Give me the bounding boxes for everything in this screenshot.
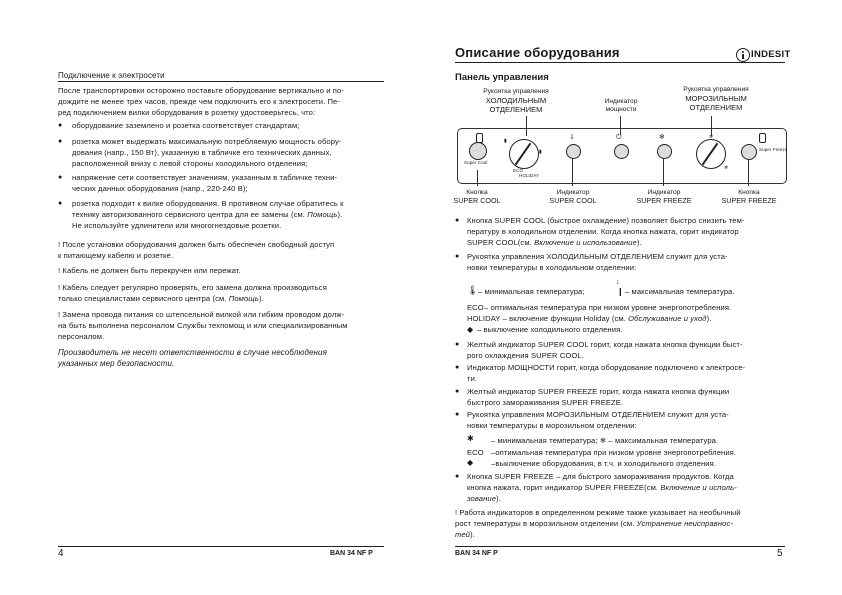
bullet-icon: ●	[455, 217, 460, 224]
note-text: ! Замена провода питания со штепсельной вилкой или гибким проводом долж-	[58, 310, 345, 319]
bullet-icon: ●	[58, 200, 63, 207]
reference-link: Устранение неисправнос-	[636, 519, 734, 528]
super-freeze-button[interactable]	[741, 144, 757, 160]
bullet-text: оборудование заземлено и розетка соответствует стандартам;	[72, 121, 300, 130]
bullet-text: Не используйте удлинители или многогнездовые розетки.	[72, 221, 282, 230]
super-freeze-indicator	[657, 144, 672, 159]
super-cool-text: Super Cool	[464, 160, 488, 165]
note-text: ! Кабель не должен быть перекручен или пережат.	[58, 266, 241, 275]
label-super-freeze-indicator: Индикатор SUPER FREEZE	[636, 189, 692, 206]
fridge-eco-label: ECO	[467, 303, 484, 312]
intro-line: ред подключением вилки оборудования в розетку удостоверьтесь, что:	[58, 108, 316, 117]
freezer-icon	[759, 133, 766, 143]
max-temp-icon: ↓	[616, 279, 620, 286]
knob-pointer	[702, 143, 719, 165]
label-super-cool-indicator: Индикатор SUPER COOL	[549, 189, 597, 206]
bullet-icon: ●	[455, 253, 460, 260]
final-note-line: тей).	[455, 530, 475, 539]
off-icon: ◆	[467, 458, 474, 467]
item-text: Рукоятка управления ХОЛОДИЛЬНЫМ ОТДЕЛЕНИЕМ служит для уста-	[467, 252, 728, 261]
bullet-text-line: техникy авторизованного сервисного центра для ее замены (см. Помощь).	[72, 210, 343, 219]
help-reference: Помощь	[307, 210, 338, 219]
super-freeze-text: Super Freeze	[759, 147, 788, 152]
super-cool-indicator	[566, 144, 581, 159]
final-note-line: рост температуры в морозильном отделении (см. Устранение неисправнос-	[455, 519, 734, 528]
fridge-eco-text: – оптимальная температура при низком уровне энергопотребления.	[484, 303, 732, 312]
reference-link: тей	[455, 530, 471, 539]
bullet-icon: ●	[455, 388, 460, 395]
bullet-text: напряжение сети соответствует значениям, указанным в табличке техни-	[72, 173, 338, 182]
thermometer-icon: ▮	[504, 138, 507, 144]
label-super-cool-button: Кнопка SUPER COOL	[453, 189, 501, 206]
model-name: BAN 34 NF P	[455, 550, 498, 557]
bullet-icon: ●	[455, 364, 460, 371]
page-number: 5	[777, 548, 783, 559]
fridge-min-text: – минимальная температура;	[478, 287, 585, 296]
max-freeze-icon: ❄	[599, 436, 607, 445]
pointer-line	[748, 159, 749, 186]
intro-line: дождите не менее трех часов, прежде чем подключить его к электросети. Пе-	[58, 97, 341, 106]
freezer-off-text: –выключение оборудования, в т.ч. и холодильного отделения.	[491, 459, 717, 468]
bullet-text: расположенной внизу с левой стороны холодильного отделения;	[72, 159, 308, 168]
disclaimer-text: указанных мер безопасности.	[58, 359, 175, 368]
label-freezer-knob: Рукоятка управления МОРОЗИЛЬНЫМ ОТДЕЛЕНИЕМ	[683, 86, 749, 113]
note-text: ! После установки оборудования должен быть обеспечен свободный доступ	[58, 240, 335, 249]
item-text-line: кнопка нажата, горит индикатор SUPER FREEZE(см. Включение и исполь-	[467, 483, 737, 492]
brand-logo: INDESIT	[751, 49, 791, 60]
holiday-text: HOLIDAY	[519, 173, 540, 178]
freezer-eco-text: –оптимальная температура при низком уровне энергопотребления.	[491, 448, 737, 457]
help-reference: Помощь	[228, 294, 259, 303]
reference-link: зование	[467, 494, 497, 503]
item-text: быстрого замораживания SUPER FREEZE.	[467, 398, 624, 407]
page-title: Описание оборудования	[455, 45, 620, 60]
thermometer-icon: ▮	[539, 149, 542, 155]
item-text: ти.	[467, 374, 478, 383]
eco-text: ECO	[513, 168, 524, 173]
item-text: Кнопка SUPER COOL (быстрое охлаждение) позволяет быстро снизить тем-	[467, 216, 745, 225]
power-indicator	[614, 144, 629, 159]
snowflake-icon: ❄	[659, 134, 665, 141]
page-number: 4	[58, 548, 64, 559]
snowflake-icon: ❄	[724, 165, 729, 171]
label-power-indicator: Индикатор мощности	[604, 98, 638, 114]
disclaimer-text: Производитель не несет ответственности в случае несоблюдения	[58, 348, 327, 357]
final-note: ! Работа индикаторов в определенном режиме также указывает на необычный	[455, 508, 741, 517]
min-freeze-icon: ✱	[467, 434, 474, 443]
off-icon: ◆	[467, 325, 474, 334]
note-text: персоналом.	[58, 332, 105, 341]
power-icon: ⏻	[616, 134, 622, 141]
item-text: Рукоятка управления МОРОЗИЛЬНЫМ ОТДЕЛЕНИЕМ служит для уста-	[467, 410, 729, 419]
freezer-min-text: – минимальная температура; ❄ – максимальная температура.	[491, 436, 719, 445]
bullet-text: розетка подходит к вилке оборудования. В противном случае обратитесь к	[72, 199, 344, 208]
bullet-icon: ●	[58, 174, 63, 181]
item-text-line: SUPER COOL(см. Включение и использование).	[467, 238, 642, 247]
note-text: на быть выполнена персоналом Службы техпомощ и или специализированным	[58, 321, 348, 330]
bullet-icon: ●	[455, 341, 460, 348]
label-fridge-knob: Рукоятка управления ХОЛОДИЛЬНЫМ ОТДЕЛЕНИЕМ	[483, 88, 549, 115]
item-text: Индикатор МОЩНОСТИ горит, когда оборудование подключено к электросе-	[467, 363, 746, 372]
note-text-line: только специалистами сервисного центра (см. Помощь).	[58, 294, 264, 303]
item-text: пературу в холодильном отделении. Когда кнопка нажата, горит индикатор	[467, 227, 739, 236]
pointer-line	[663, 158, 664, 186]
fridge-holiday-line: HOLIDAY – включение функции Holiday (см. Обслуживание и уход).	[467, 314, 712, 323]
max-temp-icon: ❙	[617, 287, 624, 296]
freezer-eco-label: ECO	[467, 448, 484, 457]
model-name: BAN 34 NF P	[330, 550, 373, 557]
reference-link: Обслуживание и уход	[628, 314, 707, 323]
freezer-knob[interactable]	[696, 139, 726, 169]
fridge-max-text: – максимальная температура.	[625, 287, 735, 296]
heading-underline	[58, 81, 384, 82]
note-text: к питающему кабелю и розетке.	[58, 251, 174, 260]
pointer-line	[572, 158, 573, 186]
title-underline	[455, 62, 785, 63]
pointer-line	[477, 170, 478, 186]
bullet-text: дования (напр., 150 Вт), указанную в табличке его технических данных,	[72, 148, 332, 157]
footer-rule	[455, 546, 785, 547]
bullet-icon: ●	[58, 138, 63, 145]
reference-link: Включение и исполь-	[660, 483, 737, 492]
min-temp-icon: 🌡	[467, 285, 479, 295]
super-cool-button[interactable]	[469, 142, 487, 160]
item-text: новки температуры в холодильном отделении:	[467, 263, 637, 272]
bullet-text: ческих данных оборудования (напр., 220-240 В);	[72, 184, 248, 193]
footer-rule	[58, 546, 384, 547]
item-text: Кнопка SUPER FREEZE – для быстрого замораживания продуктов. Когда	[467, 472, 734, 481]
brand-logo-icon	[736, 48, 750, 62]
item-text: Желтый индикатор SUPER FREEZE горит, когда нажата кнопка функции	[467, 387, 730, 396]
super-cool-indicator-icon: ⇂	[569, 134, 575, 141]
section-subtitle: Панель управления	[455, 72, 549, 83]
section-heading: Подключение к электросети	[58, 71, 165, 80]
fridge-off-text: – выключение холодильного отделения.	[477, 325, 623, 334]
label-super-freeze-button: Кнопка SUPER FREEZE	[721, 189, 777, 206]
bullet-icon: ●	[455, 473, 460, 480]
item-text-line: зование).	[467, 494, 501, 503]
item-text: рого охлаждения SUPER COOL.	[467, 351, 584, 360]
right-page	[421, 0, 842, 595]
note-text: ! Кабель следует регулярно проверять, его замена должна производиться	[58, 283, 327, 292]
reference-link: Включение и использование	[534, 238, 637, 247]
fridge-knob[interactable]	[509, 139, 539, 169]
bullet-text: розетка может выдержать максимальную потребляемую мощность обору-	[72, 137, 342, 146]
item-text: новки температуры в морозильном отделении:	[467, 421, 637, 430]
item-text: Желтый индикатор SUPER COOL горит, когда нажата кнопка функции быст-	[467, 340, 743, 349]
bullet-icon: ●	[58, 122, 63, 129]
knob-pointer	[515, 143, 532, 165]
intro-line: После транспортировки осторожно поставьте оборудование вертикально и по-	[58, 86, 344, 95]
bullet-icon: ●	[455, 411, 460, 418]
snowflake-icon: ❄	[709, 134, 714, 140]
